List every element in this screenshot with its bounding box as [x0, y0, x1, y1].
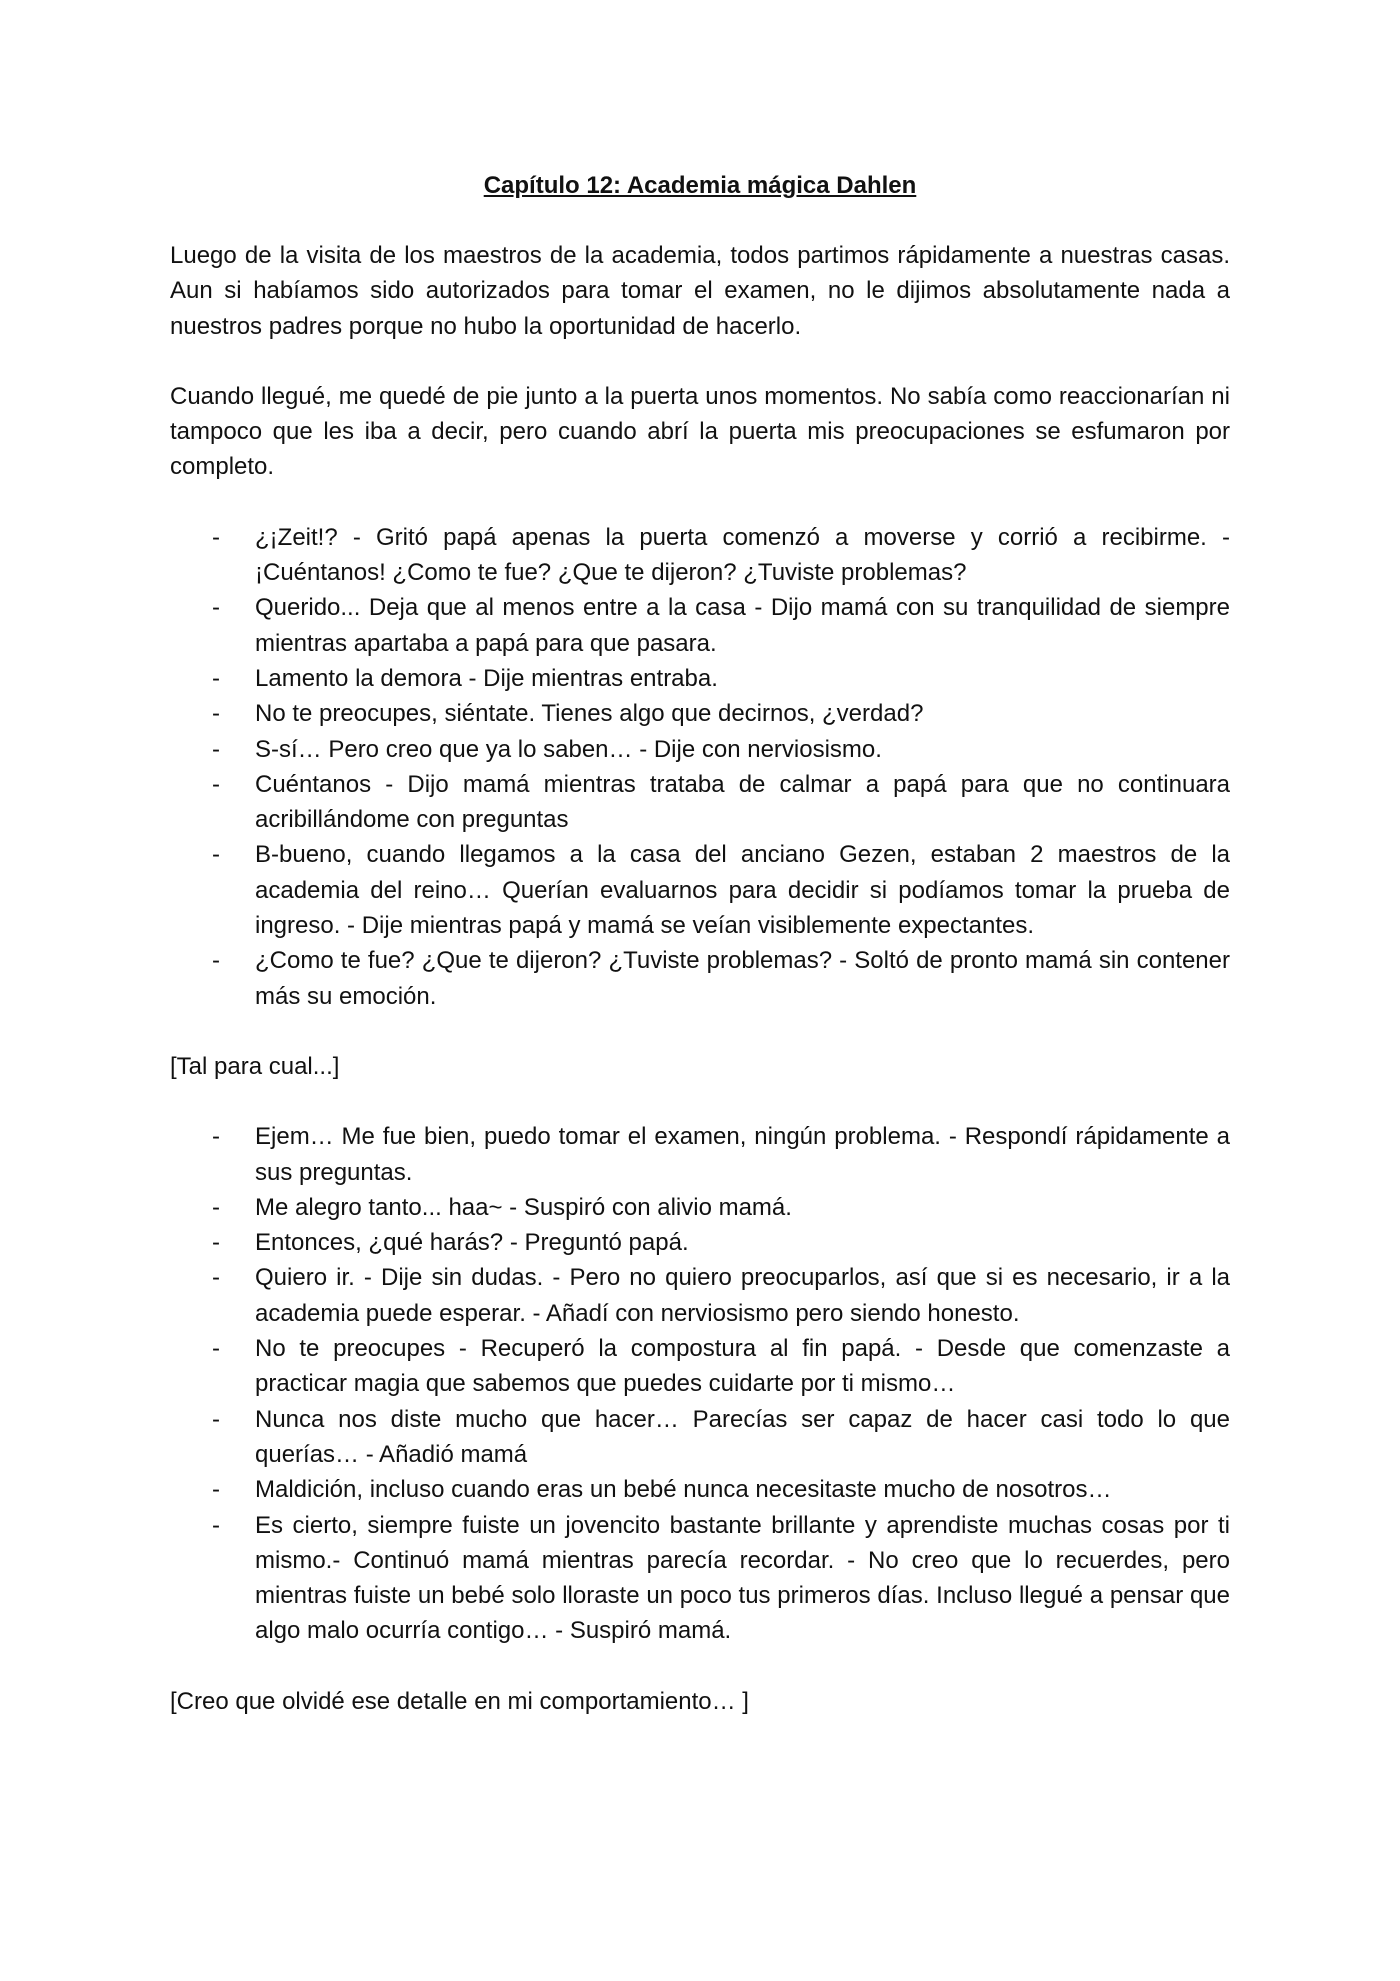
dialogue-list: [170, 1119, 1230, 1648]
dialogue-text: Quiero ir. - Dije sin dudas. - Pero no quiero preocuparlos, así que si es necesario, ir a la academia puede esperar. - Añadí con nerviosismo pero siendo honesto.: [255, 1264, 1230, 1327]
dialogue-line: [170, 696, 1230, 731]
dash-marker: -: [212, 770, 220, 798]
chapter-title: Capítulo 12: Academia mágica Dahlen: [483, 172, 917, 199]
dialogue-text: Es cierto, siempre fuiste un jovencito bastante brillante y aprendiste muchas cosas por ti mismo.- Continuó mamá mientras parecía recordar. - No creo que lo recuerdes, pero mientras fuiste un bebé solo lloraste un poco tus primeros días. Incluso llegué a pensar que algo malo ocurría contigo… - Suspiró mamá.: [255, 1511, 1230, 1645]
inner-thought: [Creo que olvidé ese detalle en mi comportamiento… ]: [170, 1687, 749, 1715]
dialogue-text: Nunca nos diste mucho que hacer… Parecías ser capaz de hacer casi todo lo que querías… - Añadió mamá: [255, 1405, 1230, 1468]
dialogue-line: [170, 1331, 1230, 1402]
dialogue-text: Querido... Deja que al menos entre a la casa - Dijo mamá con su tranquilidad de siempre mientras apartaba a papá para que pasara.: [255, 594, 1230, 657]
dash-marker: -: [212, 1229, 220, 1257]
dialogue-line: [170, 1190, 1230, 1225]
dialogue-text: No te preocupes, siéntate. Tienes algo que decirnos, ¿verdad?: [255, 700, 924, 728]
dialogue-text: No te preocupes - Recuperó la compostura al fin papá. - Desde que comenzaste a practicar magia que sabemos que puedes cuidarte por ti mismo…: [255, 1335, 1230, 1398]
dash-marker: -: [212, 523, 220, 551]
dialogue-text: ¿Como te fue? ¿Que te dijeron? ¿Tuviste problemas? - Soltó de pronto mamá sin contener más su emoción.: [255, 947, 1230, 1010]
dialogue-list: [170, 520, 1230, 1014]
dialogue-line: [170, 1260, 1230, 1331]
dialogue-line: [170, 590, 1230, 661]
dialogue-line: [170, 1402, 1230, 1473]
inner-thought: [Tal para cual...]: [170, 1052, 340, 1080]
dialogue-line: [170, 1225, 1230, 1260]
dialogue-line: [170, 1508, 1230, 1649]
dash-marker: -: [212, 735, 220, 763]
dash-marker: -: [212, 947, 220, 975]
dialogue-text: Ejem… Me fue bien, puedo tomar el examen, ningún problema. - Respondí rápidamente a sus preguntas.: [255, 1123, 1230, 1186]
dialogue-line: [170, 943, 1230, 1014]
dialogue-text: Me alegro tanto... haa~ - Suspiró con alivio mamá.: [255, 1193, 792, 1221]
dash-marker: -: [212, 1123, 220, 1151]
dialogue-text: Entonces, ¿qué harás? - Preguntó papá.: [255, 1229, 689, 1257]
dialogue-text: Cuéntanos - Dijo mamá mientras trataba de calmar a papá para que no continuara acribillándome con preguntas: [255, 770, 1230, 834]
dialogue-text: Lamento la demora - Dije mientras entraba.: [255, 664, 718, 692]
dash-marker: -: [212, 1405, 220, 1433]
dialogue-line: [170, 661, 1230, 696]
dialogue-text: S-sí… Pero creo que ya lo saben… - Dije con nerviosismo.: [255, 735, 882, 763]
dash-marker: -: [212, 700, 220, 728]
dialogue-line: [170, 767, 1230, 838]
dash-marker: -: [212, 1264, 220, 1292]
dialogue-text: B-bueno, cuando llegamos a la casa del anciano Gezen, estaban 2 maestros de la academia del reino… Querían evaluarnos para decidir si podíamos tomar la prueba de ingreso. - Dije mientras papá y mamá se veían visiblemente expectantes.: [255, 841, 1230, 940]
dialogue-line: [170, 732, 1230, 767]
paragraph: Luego de la visita de los maestros de la academia, todos partimos rápidamente a nuestras casas. Aun si habíamos sido autorizados para tomar el examen, no le dijimos absolutamente nada a nuestros padres porque no hubo la oportunidad de hacerlo.: [170, 242, 1230, 340]
dash-marker: -: [212, 1476, 220, 1504]
dialogue-text: ¿¡Zeit!? - Gritó papá apenas la puerta comenzó a moverse y corrió a recibirme. - ¡Cuéntanos! ¿Como te fue? ¿Que te dijeron? ¿Tuviste problemas?: [255, 523, 1230, 587]
dialogue-line: [170, 520, 1230, 591]
dash-marker: -: [212, 1335, 220, 1363]
dash-marker: -: [212, 594, 220, 622]
dash-marker: -: [212, 841, 220, 869]
dash-marker: -: [212, 664, 220, 692]
dash-marker: -: [212, 1193, 220, 1221]
paragraph: Cuando llegué, me quedé de pie junto a la puerta unos momentos. No sabía como reaccionarían ni tampoco que les iba a decir, pero cuando abrí la puerta mis preocupaciones se esfumaron por completo.: [170, 382, 1230, 481]
dialogue-line: [170, 1472, 1230, 1507]
document-page: [170, 168, 1230, 1754]
dialogue-line: [170, 837, 1230, 943]
dialogue-text: Maldición, incluso cuando eras un bebé nunca necesitaste mucho de nosotros…: [255, 1476, 1112, 1504]
dialogue-line: [170, 1119, 1230, 1190]
dash-marker: -: [212, 1511, 220, 1539]
